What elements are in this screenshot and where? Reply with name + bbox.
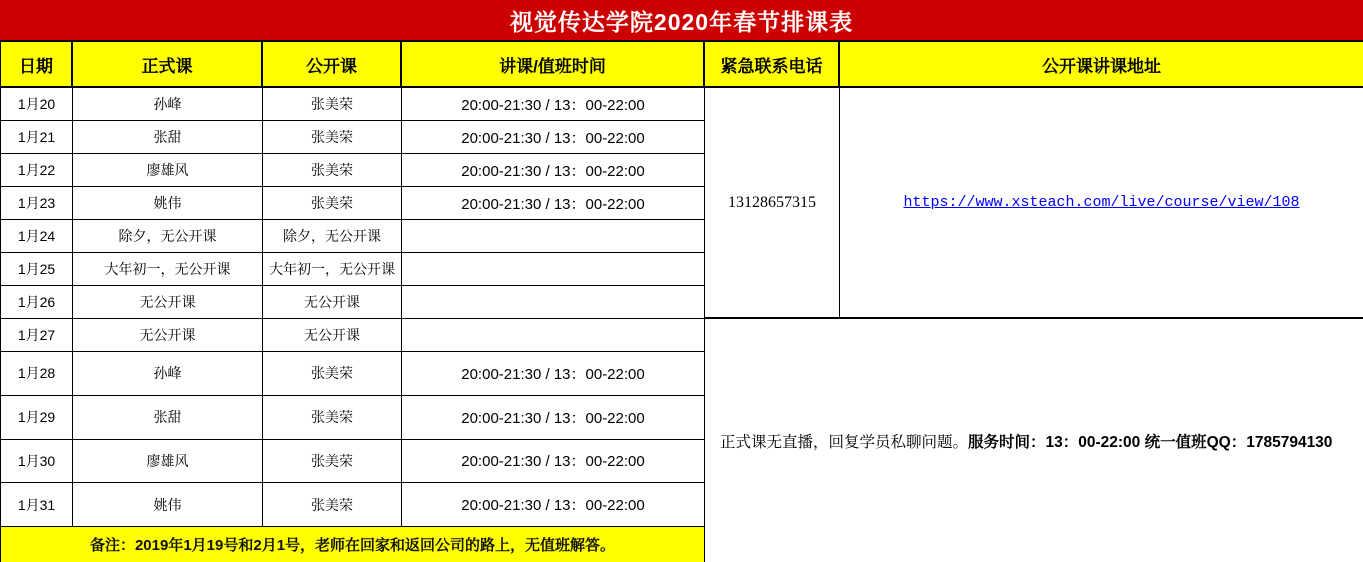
cell-open: 张美荣 xyxy=(263,440,402,484)
cell-formal: 孙峰 xyxy=(73,352,263,396)
header-phone: 紧急联系电话 xyxy=(705,42,840,88)
cell-date: 1月27 xyxy=(0,319,73,352)
remark-bar xyxy=(0,527,705,562)
cell-formal: 廖雄风 xyxy=(73,440,263,484)
cell-formal: 姚伟 xyxy=(73,187,263,220)
cell-formal: 无公开课 xyxy=(73,286,263,319)
cell-time xyxy=(402,220,705,253)
cell-date: 1月21 xyxy=(0,121,73,154)
cell-open: 无公开课 xyxy=(263,319,402,352)
table-row xyxy=(0,396,705,440)
cell-date: 1月29 xyxy=(0,396,73,440)
cell-date: 1月25 xyxy=(0,253,73,286)
table-row xyxy=(0,253,705,286)
service-note-text xyxy=(720,430,1332,452)
cell-time: 20:00-21:30 / 13：00-22:00 xyxy=(402,154,705,187)
table-row xyxy=(0,319,705,352)
schedule-rows xyxy=(0,88,705,527)
cell-open: 张美荣 xyxy=(263,483,402,527)
cell-time xyxy=(402,286,705,319)
service-note-bold: 服务时间：13：00-22:00 统一值班QQ：1785794130 xyxy=(968,433,1333,451)
cell-open: 除夕，无公开课 xyxy=(263,220,402,253)
service-note-regular: 正式课无直播，回复学员私聊问题。 xyxy=(720,433,969,451)
title-bar xyxy=(0,0,1363,42)
service-note-region xyxy=(705,319,1363,562)
cell-time: 20:00-21:30 / 13：00-22:00 xyxy=(402,396,705,440)
header-open-class: 公开课 xyxy=(263,42,402,88)
cell-time xyxy=(402,319,705,352)
table-row xyxy=(0,440,705,484)
cell-open: 张美荣 xyxy=(263,121,402,154)
cell-open: 张美荣 xyxy=(263,187,402,220)
cell-formal: 大年初一，无公开课 xyxy=(73,253,263,286)
emergency-phone-number: 13128657315 xyxy=(728,193,816,211)
cell-formal: 无公开课 xyxy=(73,319,263,352)
cell-formal: 张甜 xyxy=(73,121,263,154)
cell-time: 20:00-21:30 / 13：00-22:00 xyxy=(402,483,705,527)
open-class-url-link[interactable]: https://www.xsteach.com/live/course/view/108 xyxy=(903,194,1300,211)
table-row xyxy=(0,483,705,527)
table-row xyxy=(0,220,705,253)
cell-time: 20:00-21:30 / 13：00-22:00 xyxy=(402,187,705,220)
table-header-row xyxy=(0,42,1363,88)
header-time: 讲课/值班时间 xyxy=(402,42,705,88)
cell-formal: 孙峰 xyxy=(73,88,263,121)
header-date: 日期 xyxy=(0,42,73,88)
header-formal: 正式课 xyxy=(73,42,263,88)
table-row xyxy=(0,121,705,154)
cell-date: 1月31 xyxy=(0,483,73,527)
cell-open: 张美荣 xyxy=(263,88,402,121)
table-row xyxy=(0,154,705,187)
table-row xyxy=(0,352,705,396)
cell-open: 大年初一，无公开课 xyxy=(263,253,402,286)
table-row xyxy=(0,187,705,220)
table-row xyxy=(0,88,705,121)
cell-time: 20:00-21:30 / 13：00-22:00 xyxy=(402,440,705,484)
open-class-url-cell xyxy=(840,88,1363,319)
table-row xyxy=(0,286,705,319)
cell-date: 1月28 xyxy=(0,352,73,396)
cell-open: 张美荣 xyxy=(263,154,402,187)
cell-open: 张美荣 xyxy=(263,396,402,440)
cell-date: 1月22 xyxy=(0,154,73,187)
cell-date: 1月24 xyxy=(0,220,73,253)
cell-open: 无公开课 xyxy=(263,286,402,319)
cell-date: 1月30 xyxy=(0,440,73,484)
cell-open: 张美荣 xyxy=(263,352,402,396)
cell-formal: 廖雄风 xyxy=(73,154,263,187)
cell-date: 1月23 xyxy=(0,187,73,220)
remark-text: 备注：2019年1月19号和2月1号，老师在回家和返回公司的路上，无值班解答。 xyxy=(89,537,616,554)
cell-date: 1月20 xyxy=(0,88,73,121)
page-title: 视觉传达学院2020年春节排课表 xyxy=(509,8,854,35)
header-address: 公开课讲课地址 xyxy=(840,42,1363,88)
cell-formal: 除夕，无公开课 xyxy=(73,220,263,253)
cell-time: 20:00-21:30 / 13：00-22:00 xyxy=(402,121,705,154)
cell-date: 1月26 xyxy=(0,286,73,319)
emergency-phone-cell xyxy=(705,88,840,319)
cell-time: 20:00-21:30 / 13：00-22:00 xyxy=(402,352,705,396)
cell-formal: 张甜 xyxy=(73,396,263,440)
cell-time xyxy=(402,253,705,286)
cell-formal: 姚伟 xyxy=(73,483,263,527)
cell-time: 20:00-21:30 / 13：00-22:00 xyxy=(402,88,705,121)
